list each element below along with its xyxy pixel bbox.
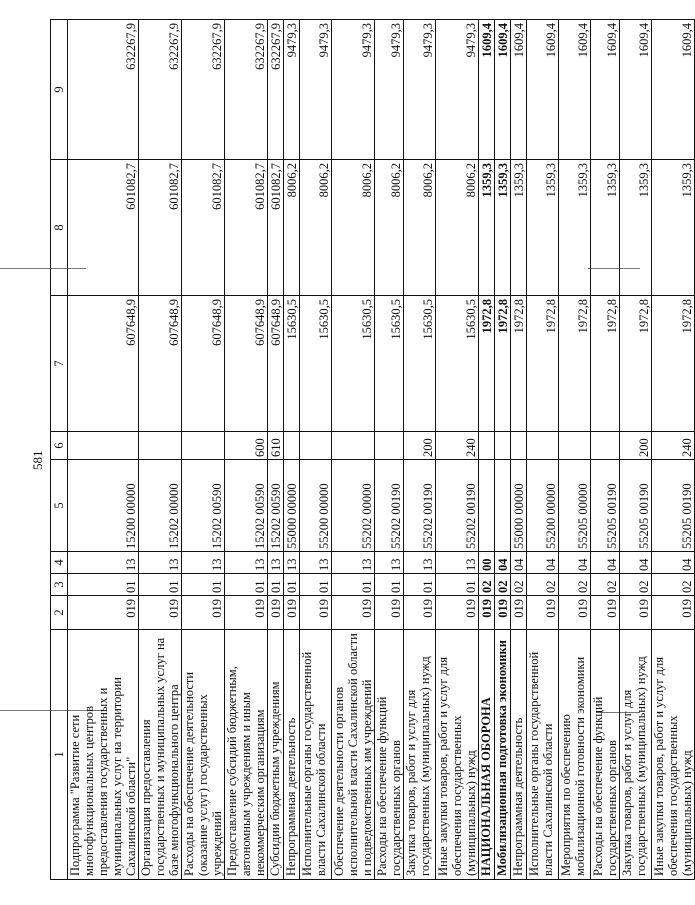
table-row	[479, 20, 495, 880]
name-cell: Непрограммная деятельность	[511, 630, 527, 880]
amount-year-3-cell: 632267,9	[268, 20, 284, 160]
ministry-code-cell: 019	[527, 596, 559, 630]
target-article-cell: 55200 00000	[527, 460, 559, 552]
amount-year-1-cell: 1972,8	[559, 296, 591, 432]
ministry-code-cell: 019	[284, 596, 300, 630]
amount-year-3-cell: 1609,4	[591, 20, 620, 160]
ministry-code-cell: 019	[300, 596, 332, 630]
amount-year-3-cell: 9479,3	[404, 20, 436, 160]
page-number: 581	[30, 450, 45, 470]
target-article-cell: 15202 00590	[182, 460, 225, 552]
section-code-cell: 01	[182, 574, 225, 596]
subsection-code-cell: 13	[332, 552, 375, 574]
subsection-code-cell: 13	[404, 552, 436, 574]
section-code-cell: 01	[68, 574, 139, 596]
table-row	[225, 20, 268, 880]
name-cell: Исполнительные органы государственной власти Сахалинской области	[300, 630, 332, 880]
target-article-cell: 55202 00190	[436, 460, 479, 552]
table-row	[375, 20, 404, 880]
expense-type-cell	[527, 432, 559, 460]
budget-table	[50, 19, 695, 880]
section-code-cell: 02	[511, 574, 527, 596]
ministry-code-cell: 019	[182, 596, 225, 630]
amount-year-2-cell: 601082,7	[68, 160, 139, 296]
amount-year-2-cell: 8006,2	[300, 160, 332, 296]
column-header: 1	[51, 630, 68, 880]
amount-year-1-cell: 1972,8	[527, 296, 559, 432]
amount-year-3-cell: 9479,3	[436, 20, 479, 160]
amount-year-3-cell: 1609,4	[559, 20, 591, 160]
name-cell: Мобилизационная подготовка экономики	[495, 630, 511, 880]
rotated-page-content	[30, 20, 694, 880]
table-row	[268, 20, 284, 880]
amount-year-2-cell: 8006,2	[436, 160, 479, 296]
expense-type-cell	[139, 432, 182, 460]
expense-type-cell	[559, 432, 591, 460]
table-row	[139, 20, 182, 880]
amount-year-3-cell: 1609,4	[511, 20, 527, 160]
amount-year-1-cell: 607648,9	[182, 296, 225, 432]
amount-year-3-cell: 1609,4	[527, 20, 559, 160]
section-code-cell: 01	[332, 574, 375, 596]
section-code-cell: 01	[300, 574, 332, 596]
subsection-code-cell: 13	[139, 552, 182, 574]
section-code-cell: 02	[559, 574, 591, 596]
column-header: 8	[51, 160, 68, 296]
amount-year-3-cell: 9479,3	[300, 20, 332, 160]
amount-year-3-cell: 9479,3	[375, 20, 404, 160]
expense-type-cell	[495, 432, 511, 460]
amount-year-2-cell: 601082,7	[182, 160, 225, 296]
column-header: 9	[51, 20, 68, 160]
table-row	[68, 20, 139, 880]
section-code-cell: 01	[225, 574, 268, 596]
table-row	[300, 20, 332, 880]
amount-year-1-cell: 607648,9	[225, 296, 268, 432]
ministry-code-cell: 019	[375, 596, 404, 630]
ministry-code-cell: 019	[139, 596, 182, 630]
expense-type-cell	[68, 432, 139, 460]
name-cell: Исполнительные органы государственной власти Сахалинской области	[527, 630, 559, 880]
table-row	[404, 20, 436, 880]
subsection-code-cell: 04	[511, 552, 527, 574]
column-number-row	[51, 20, 68, 880]
subsection-code-cell: 13	[268, 552, 284, 574]
subsection-code-cell: 13	[300, 552, 332, 574]
column-header: 3	[51, 574, 68, 596]
ministry-code-cell: 019	[332, 596, 375, 630]
ministry-code-cell: 019	[620, 596, 652, 630]
amount-year-2-cell: 601082,7	[225, 160, 268, 296]
amount-year-3-cell: 9479,3	[332, 20, 375, 160]
subsection-code-cell: 13	[436, 552, 479, 574]
amount-year-1-cell: 15630,5	[332, 296, 375, 432]
table-row	[436, 20, 479, 880]
amount-year-2-cell: 601082,7	[139, 160, 182, 296]
expense-type-cell	[511, 432, 527, 460]
target-article-cell: 55205 00190	[591, 460, 620, 552]
ministry-code-cell: 019	[404, 596, 436, 630]
amount-year-3-cell: 9479,3	[284, 20, 300, 160]
name-cell: Расходы на обеспечение деятельности (оказание услуг) государственных учреждений	[182, 630, 225, 880]
table-row	[559, 20, 591, 880]
name-cell: Расходы на обеспечение функций государственных органов	[591, 630, 620, 880]
expense-type-cell	[300, 432, 332, 460]
amount-year-1-cell: 1972,8	[495, 296, 511, 432]
amount-year-2-cell: 1359,3	[495, 160, 511, 296]
expense-type-cell	[479, 432, 495, 460]
expense-type-cell: 600	[225, 432, 268, 460]
amount-year-3-cell: 1609,4	[479, 20, 495, 160]
table-row	[284, 20, 300, 880]
section-code-cell: 01	[284, 574, 300, 596]
expense-type-cell: 610	[268, 432, 284, 460]
ministry-code-cell: 019	[495, 596, 511, 630]
amount-year-2-cell: 1359,3	[479, 160, 495, 296]
subsection-code-cell: 13	[284, 552, 300, 574]
table-row	[527, 20, 559, 880]
amount-year-1-cell: 1972,8	[511, 296, 527, 432]
target-article-cell: 55205 00190	[652, 460, 695, 552]
subsection-code-cell: 00	[479, 552, 495, 574]
amount-year-1-cell: 1972,8	[591, 296, 620, 432]
ministry-code-cell: 019	[68, 596, 139, 630]
amount-year-3-cell: 1609,4	[495, 20, 511, 160]
expense-type-cell	[332, 432, 375, 460]
column-header: 6	[51, 432, 68, 460]
target-article-cell: 55200 00000	[300, 460, 332, 552]
amount-year-1-cell: 15630,5	[284, 296, 300, 432]
target-article-cell: 55202 00000	[332, 460, 375, 552]
target-article-cell: 55202 00190	[375, 460, 404, 552]
amount-year-1-cell: 15630,5	[300, 296, 332, 432]
amount-year-3-cell: 1609,4	[620, 20, 652, 160]
amount-year-1-cell: 1972,8	[652, 296, 695, 432]
name-cell: НАЦИОНАЛЬНАЯ ОБОРОНА	[479, 630, 495, 880]
amount-year-1-cell: 15630,5	[375, 296, 404, 432]
target-article-cell: 15200 00000	[68, 460, 139, 552]
name-cell: Обеспечение деятельности органов исполнительной власти Сахалинской области и подведомственных им учреждений	[332, 630, 375, 880]
amount-year-3-cell: 632267,9	[139, 20, 182, 160]
amount-year-3-cell: 1609,4	[652, 20, 695, 160]
target-article-cell: 55205 00000	[559, 460, 591, 552]
target-article-cell: 55202 00190	[404, 460, 436, 552]
table-row	[495, 20, 511, 880]
ministry-code-cell: 019	[479, 596, 495, 630]
amount-year-3-cell: 632267,9	[68, 20, 139, 160]
name-cell: Иные закупки товаров, работ и услуг для обеспечения государственных (муниципальных) нужд	[652, 630, 695, 880]
table-row	[332, 20, 375, 880]
column-header: 7	[51, 296, 68, 432]
name-cell: Расходы на обеспечение функций государственных органов	[375, 630, 404, 880]
amount-year-1-cell: 607648,9	[139, 296, 182, 432]
ministry-code-cell: 019	[652, 596, 695, 630]
section-code-cell: 02	[620, 574, 652, 596]
target-article-cell: 55205 00190	[620, 460, 652, 552]
section-code-cell: 01	[139, 574, 182, 596]
expense-type-cell: 200	[620, 432, 652, 460]
amount-year-1-cell: 15630,5	[404, 296, 436, 432]
expense-type-cell	[375, 432, 404, 460]
target-article-cell	[479, 460, 495, 552]
subsection-code-cell: 13	[225, 552, 268, 574]
amount-year-2-cell: 8006,2	[284, 160, 300, 296]
subsection-code-cell: 04	[527, 552, 559, 574]
amount-year-3-cell: 632267,9	[225, 20, 268, 160]
target-article-cell: 15202 00590	[268, 460, 284, 552]
amount-year-3-cell: 632267,9	[182, 20, 225, 160]
subsection-code-cell: 13	[182, 552, 225, 574]
target-article-cell	[495, 460, 511, 552]
column-header: 4	[51, 552, 68, 574]
name-cell: Организация предоставления государственных и муниципальных услуг на базе многофункционального центра	[139, 630, 182, 880]
expense-type-cell	[284, 432, 300, 460]
amount-year-2-cell: 1359,3	[527, 160, 559, 296]
subsection-code-cell: 04	[620, 552, 652, 574]
column-header: 2	[51, 596, 68, 630]
name-cell: Иные закупки товаров, работ и услуг для обеспечения государственных (муниципальных) нужд	[436, 630, 479, 880]
subsection-code-cell: 04	[495, 552, 511, 574]
amount-year-2-cell: 1359,3	[652, 160, 695, 296]
section-code-cell: 01	[436, 574, 479, 596]
expense-type-cell	[182, 432, 225, 460]
expense-type-cell: 240	[652, 432, 695, 460]
amount-year-2-cell: 8006,2	[375, 160, 404, 296]
amount-year-2-cell: 8006,2	[404, 160, 436, 296]
amount-year-2-cell: 1359,3	[559, 160, 591, 296]
name-cell: Субсидии бюджетным учреждениям	[268, 630, 284, 880]
expense-type-cell	[591, 432, 620, 460]
name-cell: Мероприятия по обеспечению мобилизационной готовности экономики	[559, 630, 591, 880]
table-row	[620, 20, 652, 880]
name-cell: Непрограммная деятельность	[284, 630, 300, 880]
section-code-cell: 02	[652, 574, 695, 596]
amount-year-1-cell: 607648,9	[68, 296, 139, 432]
column-header: 5	[51, 460, 68, 552]
subsection-code-cell: 13	[375, 552, 404, 574]
amount-year-1-cell: 1972,8	[620, 296, 652, 432]
table-row	[591, 20, 620, 880]
section-code-cell: 01	[375, 574, 404, 596]
section-code-cell: 01	[404, 574, 436, 596]
ministry-code-cell: 019	[559, 596, 591, 630]
subsection-code-cell: 04	[652, 552, 695, 574]
expense-type-cell: 200	[404, 432, 436, 460]
target-article-cell: 55000 00000	[511, 460, 527, 552]
amount-year-1-cell: 15630,5	[436, 296, 479, 432]
subsection-code-cell: 13	[68, 552, 139, 574]
name-cell: Предоставление субсидий бюджетным, автономным учреждениям и иным некоммерческим организациям	[225, 630, 268, 880]
amount-year-2-cell: 1359,3	[591, 160, 620, 296]
section-code-cell: 01	[268, 574, 284, 596]
ministry-code-cell: 019	[436, 596, 479, 630]
amount-year-2-cell: 601082,7	[268, 160, 284, 296]
target-article-cell: 15202 00590	[225, 460, 268, 552]
subsection-code-cell: 04	[559, 552, 591, 574]
expense-type-cell: 240	[436, 432, 479, 460]
ministry-code-cell: 019	[511, 596, 527, 630]
section-code-cell: 02	[495, 574, 511, 596]
amount-year-2-cell: 8006,2	[332, 160, 375, 296]
ministry-code-cell: 019	[591, 596, 620, 630]
section-code-cell: 02	[591, 574, 620, 596]
target-article-cell: 15202 00000	[139, 460, 182, 552]
ministry-code-cell: 019	[268, 596, 284, 630]
amount-year-2-cell: 1359,3	[511, 160, 527, 296]
amount-year-1-cell: 1972,8	[479, 296, 495, 432]
table-row	[511, 20, 527, 880]
name-cell: Закупка товаров, работ и услуг для государственных (муниципальных) нужд	[404, 630, 436, 880]
section-code-cell: 02	[527, 574, 559, 596]
section-code-cell: 02	[479, 574, 495, 596]
target-article-cell: 55000 00000	[284, 460, 300, 552]
amount-year-1-cell: 607648,9	[268, 296, 284, 432]
name-cell: Закупка товаров, работ и услуг для государственных (муниципальных) нужд	[620, 630, 652, 880]
ministry-code-cell: 019	[225, 596, 268, 630]
amount-year-2-cell: 1359,3	[620, 160, 652, 296]
table-row	[182, 20, 225, 880]
name-cell: Подпрограмма "Развитие сети многофункциональных центров предоставления государственных и муниципальных услуг на территории Сахалинской области"	[68, 630, 139, 880]
subsection-code-cell: 04	[591, 552, 620, 574]
table-row	[652, 20, 695, 880]
